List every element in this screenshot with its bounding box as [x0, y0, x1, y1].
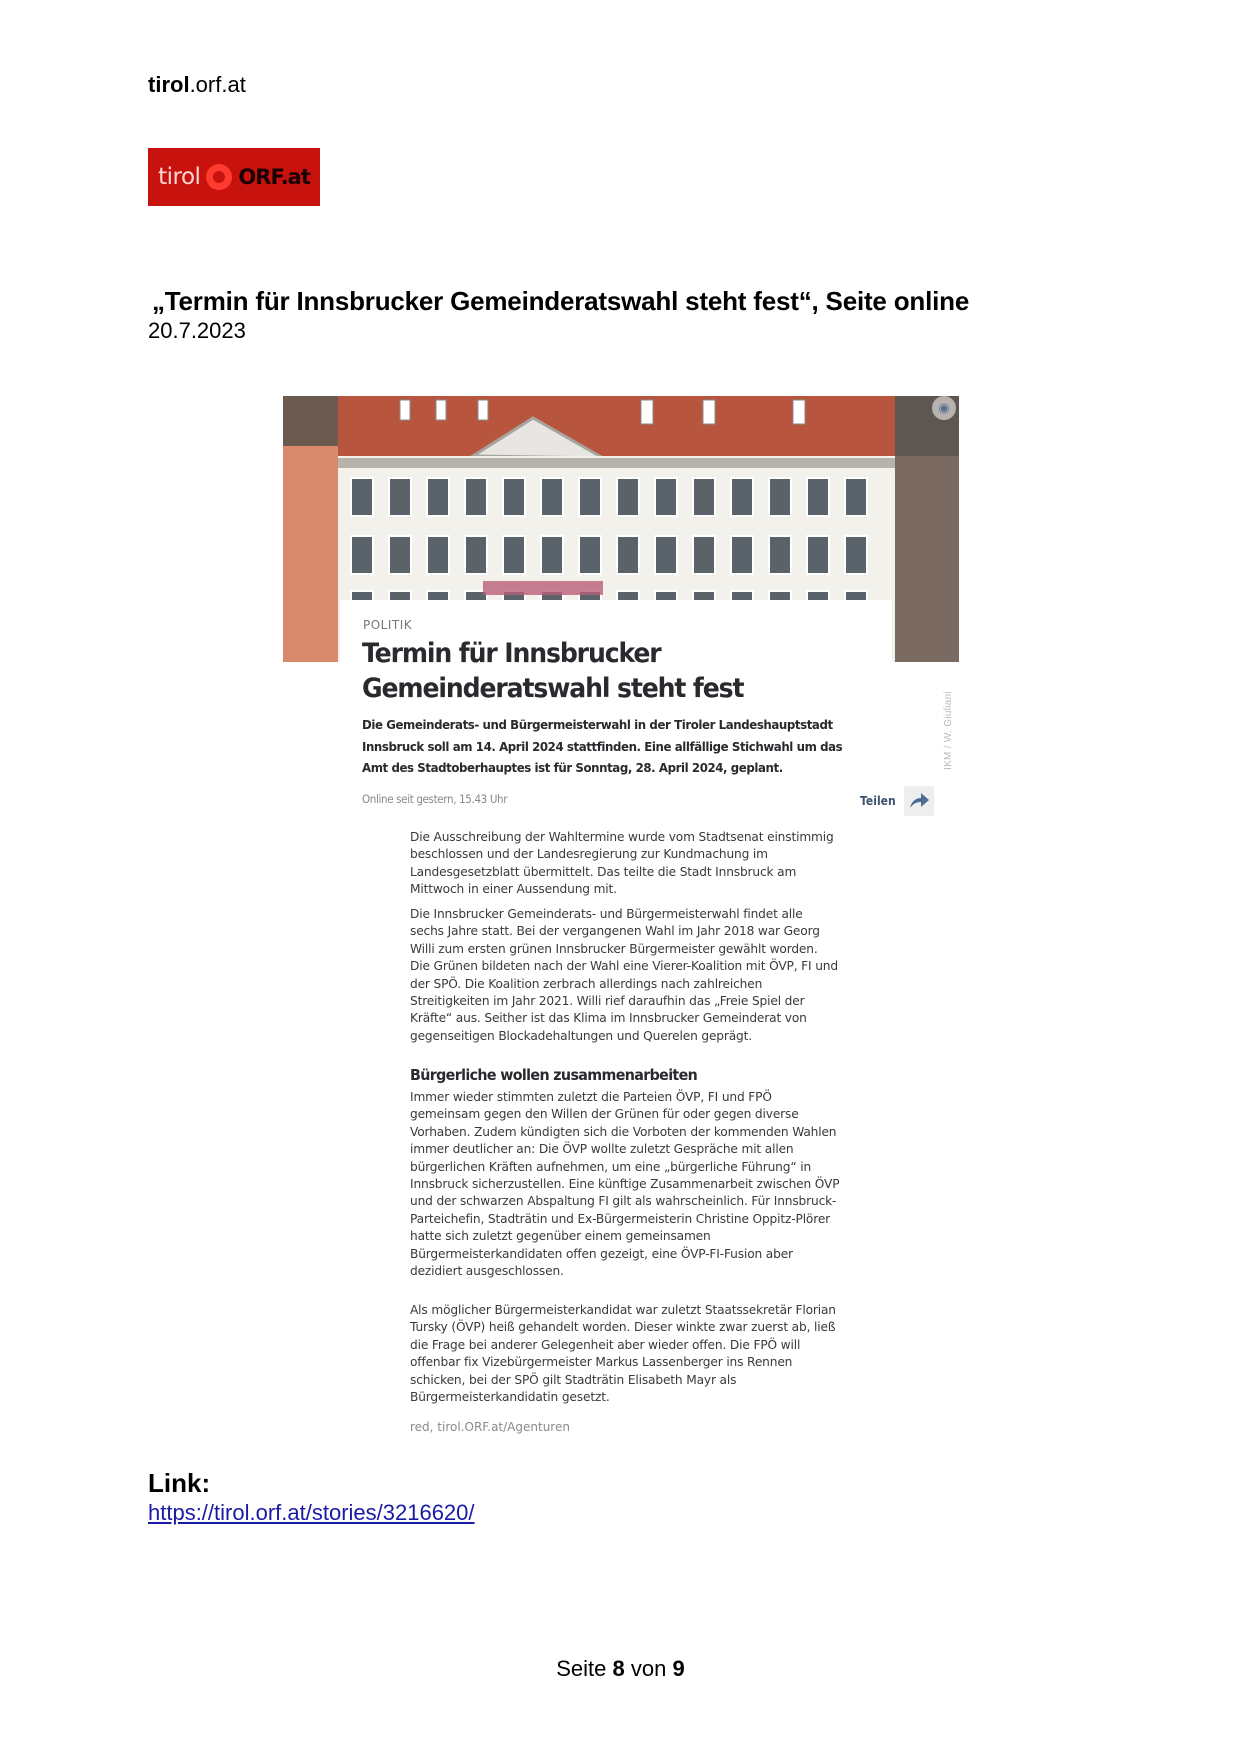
- building-window: [693, 536, 715, 574]
- building-window: [845, 478, 867, 516]
- footer-prefix: Seite: [556, 1656, 607, 1681]
- building-window: [465, 536, 487, 574]
- article-lead: Die Gemeinderats- und Bürgermeisterwahl in der Tiroler Landeshauptstadt Innsbruck soll am 14. April 2024 stattfinden. Eine allfällige Stichwahl um das Amt des Stadtoberhauptes ist für Sonntag, 28. April 2024, geplant.: [362, 718, 843, 776]
- building-window: [427, 478, 449, 516]
- online-since-timestamp: Online seit gestern, 15.43 Uhr: [362, 792, 508, 806]
- building-window: [731, 536, 753, 574]
- building-window: [503, 478, 525, 516]
- photo-credit: IKM / W. Giuliani: [943, 690, 954, 770]
- article-paragraph: Die Innsbrucker Gemeinderats- und Bürgermeisterwahl findet alle sechs Jahre statt. Bei der vergangenen Wahl im Jahr 2018 war Georg Willi zum ersten grünen Innsbrucker Bürgermeister gewählt worden. Die Grünen bildeten nach der Wahl eine Vierer-Koalition mit ÖVP, FI und der SPÖ. Die Koalition zerbrach allerdings nach zahlreichen Streitigkeiten im Jahr 2021. Willi rief daraufhin das „Freie Spiel der Kräfte“ aus. Seither ist das Klima im Innsbrucker Gemeinderat von gegenseitigen Blockadehaltungen und Querelen geprägt.: [410, 907, 838, 1043]
- share-arrow-icon[interactable]: [904, 786, 934, 816]
- current-page-number: 8: [612, 1656, 625, 1681]
- building-window: [579, 536, 601, 574]
- building-window: [655, 536, 677, 574]
- building-window: [389, 478, 411, 516]
- building-window: [503, 536, 525, 574]
- building-window: [807, 478, 829, 516]
- building-window: [731, 478, 753, 516]
- site-label-rest: .orf.at: [189, 72, 246, 97]
- share-label[interactable]: Teilen: [859, 794, 896, 808]
- building-window: [541, 536, 563, 574]
- article-subheading: Bürgerliche wollen zusammenarbeiten: [410, 1066, 698, 1084]
- orf-tirol-logo: [148, 148, 320, 206]
- building-window: [845, 536, 867, 574]
- logo-orf-text: ORF.at: [238, 165, 310, 189]
- article-source: red, tirol.ORF.at/Agenturen: [410, 1420, 570, 1434]
- building-window: [769, 536, 791, 574]
- building-window: [541, 478, 563, 516]
- total-page-number: 9: [672, 1656, 685, 1681]
- article-paragraph: Als möglicher Bürgermeisterkandidat war zuletzt Staatssekretär Florian Tursky (ÖVP) heiß gehandelt worden. Dieser winkte zwar zuerst ab, ließ die Frage bei anderer Gelegenheit aber wieder offen. Die FPÖ will offenbar fix Vizebürgermeister Markus Lassenberger ins Rennen schicken, bei der SPÖ gilt Stadträtin Elisabeth Mayr als Bürgermeisterkandidatin gesetzt.: [410, 1303, 836, 1405]
- article-paragraph: Immer wieder stimmten zuletzt die Parteien ÖVP, FI und FPÖ gemeinsam gegen den Willen der Grünen für oder gegen diverse Vorhaben. Zudem kündigten sich die Vorboten der kommenden Wahlen immer deutlicher an: Die ÖVP wollte zuletzt Gespräche mit allen bürgerlichen Kräften aufnehmen, um eine „bürgerliche Führung“ in Innsbruck sicherzustellen. Eine künftige Zusammenarbeit zwischen ÖVP und der schwarzen Abspaltung FI gilt als wahrscheinlich. Für Innsbruck-Parteichefin, Stadträtin und Ex-Bürgermeisterin Christine Oppitz-Plörer hatte sich zuletzt gegenüber einem gemeinsamen Bürgermeisterkandidaten offen gezeigt, eine ÖVP-FI-Fusion aber dezidiert ausgeschlossen.: [410, 1090, 840, 1279]
- article-category[interactable]: POLITIK: [363, 618, 413, 632]
- site-label-bold: tirol: [148, 72, 190, 97]
- building-window: [617, 536, 639, 574]
- article-headline: Termin für Innsbrucker Gemeinderatswahl steht fest: [362, 638, 744, 704]
- document-title: „Termin für Innsbrucker Gemeinderatswahl steht fest“, Seite online: [152, 286, 970, 316]
- logo-tirol-text: tirol: [158, 164, 201, 190]
- building-window: [693, 478, 715, 516]
- site-label: [148, 72, 246, 98]
- orf-eye-icon: [206, 164, 232, 190]
- building-window: [655, 478, 677, 516]
- building-window: [807, 536, 829, 574]
- footer-middle: von: [630, 1656, 667, 1681]
- article-paragraph: Die Ausschreibung der Wahltermine wurde vom Stadtsenat einstimmig beschlossen und der Landesregierung zur Kundmachung im Landesgesetzblatt übermittelt. Das teilte die Stadt Innsbruck am Mittwoch in einer Aussendung mit.: [410, 830, 834, 897]
- document-date: 20.7.2023: [148, 318, 246, 343]
- building-window: [579, 478, 601, 516]
- building-window: [351, 478, 373, 516]
- page-footer: [0, 1656, 1241, 1682]
- building-window: [389, 536, 411, 574]
- link-label: Link:: [148, 1468, 211, 1498]
- article-link[interactable]: https://tirol.orf.at/stories/3216620/: [148, 1500, 475, 1525]
- share-button[interactable]: [858, 786, 934, 816]
- building-window: [465, 478, 487, 516]
- building-window: [769, 478, 791, 516]
- camera-icon[interactable]: ◉: [932, 396, 956, 420]
- building-window: [427, 536, 449, 574]
- building-window: [351, 536, 373, 574]
- building-window: [617, 478, 639, 516]
